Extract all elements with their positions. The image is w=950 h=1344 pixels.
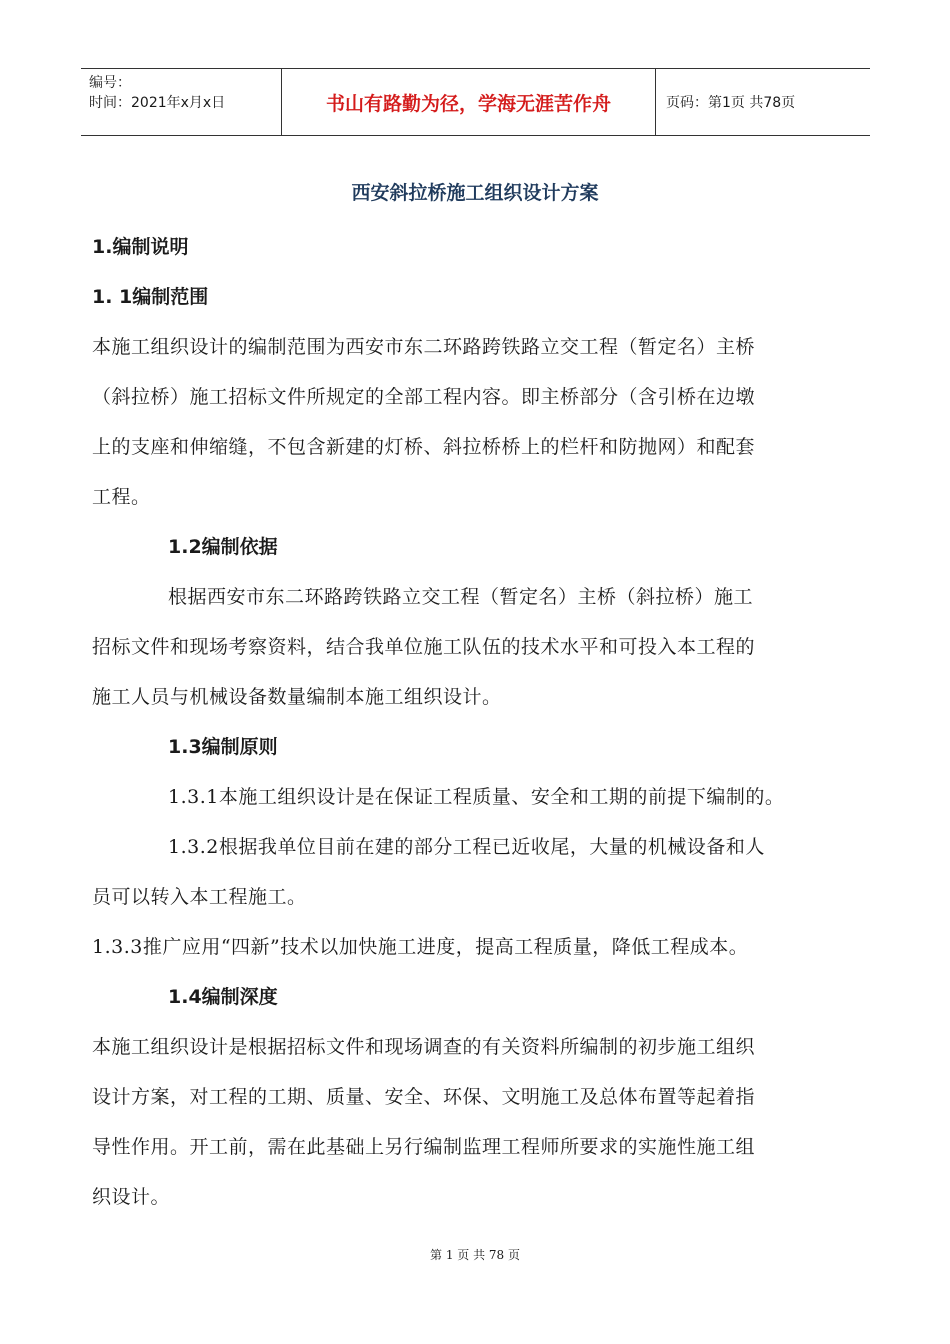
document-date: 时间：2021年x月x日 [89,95,226,111]
paragraph: 本施工组织设计是根据招标文件和现场调查的有关资料所编制的初步施工组织 设计方案，对工程的工期、质量、安全、环保、文明施工及总体布置等起着指 导性作用。开工前，需在此基础上另行编制监理工程师所要求的实施性施工组 织设计。 [92,1036,756,1208]
paragraph: 本施工组织设计的编制范围为西安市东二环路跨铁路立交工程（暂定名）主桥 （斜拉桥）施工招标文件所规定的全部工程内容。即主桥部分（含引桥在边墩 上的支座和伸缩缝，不包含新建的灯桥、斜拉桥桥上的栏杆和防抛网）和配套 工程。 [92,336,756,508]
header-table [81,68,870,136]
document-title: 西安斜拉桥施工组织设计方案 [351,182,599,204]
paragraph: 根据西安市东二环路跨铁路立交工程（暂定名）主桥（斜拉桥）施工 招标文件和现场考察资料，结合我单位施工队伍的技术水平和可投入本工程的 施工人员与机械设备数量编制本施工组织设计。 [92,586,756,708]
paragraph: 1.3.1本施工组织设计是在保证工程质量、安全和工期的前提下编制的。 [168,786,785,808]
page-footer: 第 1 页 共 78 页 [430,1248,520,1262]
header-meta [81,69,282,135]
header-motto: 书山有路勤为径，学海无涯苦作舟 [325,92,611,115]
section-heading: 1.4编制深度 [168,986,278,1008]
section-heading: 1.3编制原则 [168,736,278,758]
section-heading: 1.2编制依据 [168,536,278,558]
paragraph: 1.3.3推广应用“四新”技术以加快施工进度，提高工程质量，降低工程成本。 [92,936,749,958]
document-body [92,222,862,1222]
header-page-info: 页码：第1页 共78页 [666,95,796,111]
paragraph: 1.3.2根据我单位目前在建的部分工程已近收尾，大量的机械设备和人 员可以转入本工程施工。 [92,836,765,908]
header-motto-cell [282,69,656,135]
section-heading: 1. 1编制范围 [92,286,209,308]
section-heading: 1.编制说明 [92,236,189,258]
document-number: 编号： [89,75,131,91]
